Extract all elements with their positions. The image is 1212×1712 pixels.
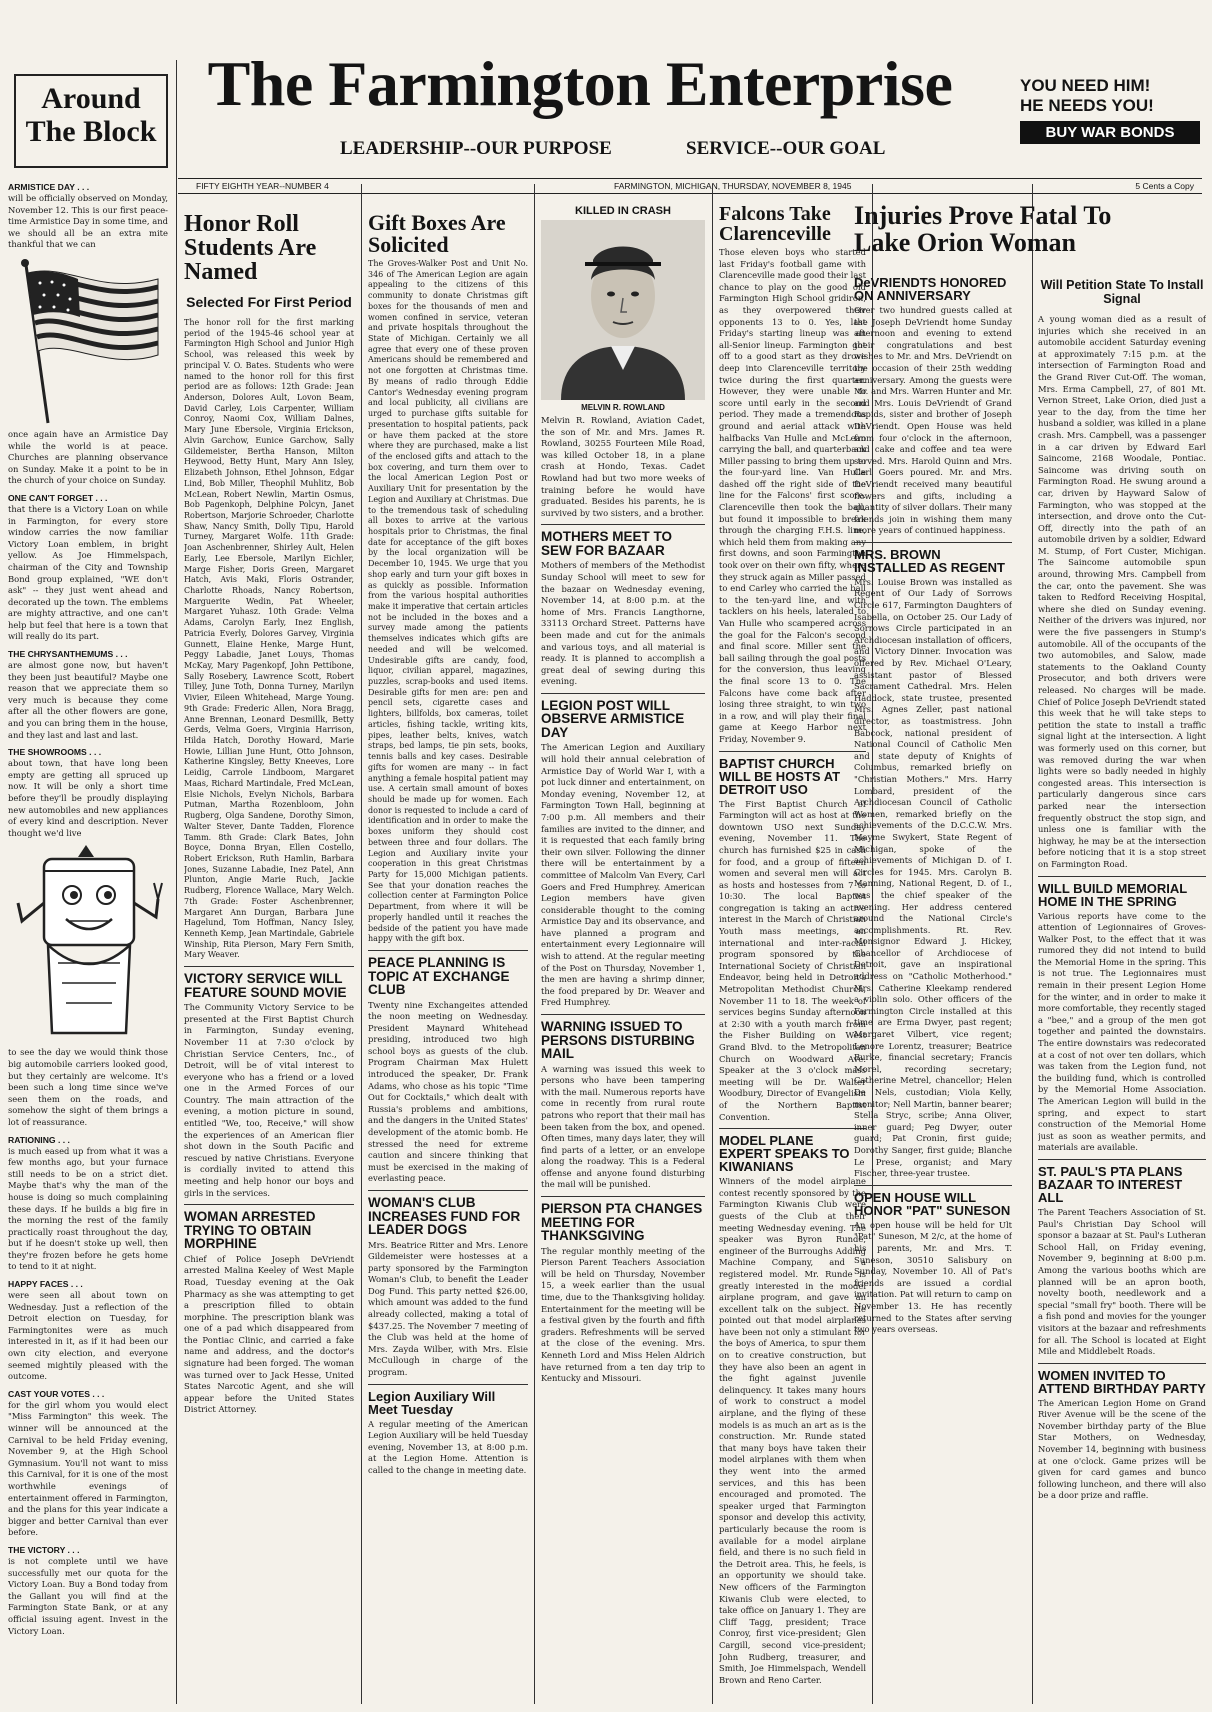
falcons-headline: Falcons Take Clarenceville xyxy=(719,204,831,245)
killed-headline: KILLED IN CRASH xyxy=(575,206,671,217)
divider xyxy=(1038,1159,1206,1160)
st-pauls-text: The Parent Teachers Association of St. Paul's Christian Day School will sponsor a bazaar at St. Paul's Lutheran School Hall, on Friday evening, November 9, beginning at 8:00 p.m. Among the various booths which are planned will be an apron booth, novelty booth, needlework and a special "small fry" booth. There will be a fish pond and movies for the younger visitors at the bazaar and refreshments for all. The School is located at Eight Mile and Middlebelt Roads. xyxy=(1038,1206,1206,1357)
falcons-text: Those eleven boys who started last Friday's football game with Clarenceville made good their last chance to play on the good old Farmington High School gridiron, as they overpowered their opponents 13 to 0. Yes, last Friday's starting lineup was an all-Senior lineup. Farmington got off to a good start as they drove deep into Clarenceville territory twice during the first quarter. However, they were unable to score until early in the second period. They made a tremendous ground and aerial attack with halfbacks Van Hulle and McLean carrying the ball, and quarterback Miller passing to bring them up to the four-yard line. Van Hulle dashed off the right side of the line for the Falcons' first score. Clarenceville then took the ball, but found it impossible to break through the charging F.H.S. line, which held them from making any first downs, and soon Farmington took over on their own fifty, where they struck again as Miller passed to end Carley who carried the ball to the ten-yard line, and with tacklers on his heels, lateraled to Van Hulle who scampered across the goal for the Falcon's second and final score. Miller sent the ball sailing through the goal posts for the conversion, thus leaving the final score 13 to 0. The Falcons have come back after losing three straight, to win two in a row, and will play their final game at Keego Harbor next Friday, November 9. xyxy=(719,247,866,744)
rationing-label: RATIONING . . . xyxy=(8,1134,70,1145)
gift-boxes-text: The Groves-Walker Post and Unit No. 346 of The American Legion are again appealing to the citizens of this community to donate Christmas gift boxes for the thousands of men and women confined in service, veteran and private hospitals throughout the State of Michigan. Certainly we all agree that every one of these proven Americans should be remembered and not one forgotten at Christmas time. By means of radio through Eddie Cantor's Wednesday evening program and local publicity, all civilians are urged to purchase gifts suitable for presentation to hospital patients, pack or have them packed at the store where they are purchased, make a list of the enclosed gifts and attach to the box covering, and turn them over to the local American Legion Post or Auxiliary Unit for presentation by the Legion and Auxiliary at Christmas. Due to the tremendous task of scheduling all boxes to arrive at the various hospitals prior to Christmas, the final date for acceptance of the gift boxes by the local organization will be December 10, 1945. We urge that you shop early and turn your gift boxes in as quickly as possible. Information from the various hospital authorities make it imperative that certain articles not be included in the boxes and a survey made among the patients themselves indicates which gifts are needed and will be welcomed. Undesirable gifts are candy, food, liquor, civilian apparel, magazines, puzzles, scrap-books and used items. Desirable gifts for men are: pen and pencil sets, cigarette cases and lighters, billfolds, box cameras, toilet articles, fishing tackle, writing kits, pipes, leather belts, knives, watch straps, bed lamps, tie pin sets, books, tennis balls and key cases. Desirable gifts for women are many -- in fact anything a female hospital patient may use. A certain small amount of boxes should be made up for women. Each donor is requested to include a card of identification and in order to make the boxes uniform they should cost between three and four dollars. The Legion and Auxiliary invite your cooperation in this great Christmas Party for 15,000 Michigan patients. See that your donation reaches the collection center at Farmington Police Department, from where it will be properly handled until it reaches the bedside of the patient you have made happy with the gift box. xyxy=(368,259,528,944)
open-house-text: An open house will be held for Ult "Pat" Suneson, M 2/c, at the home of his parents, Mr. and Mrs. T. Suneson, 30510 Salisbury on Sunday, November 10. All of Pat's friends are issued a cordial invitation. Pat will return to camp on November 13. He has recently returned to the States after serving two years overseas. xyxy=(854,1219,1012,1335)
divider xyxy=(368,950,528,951)
mothers-text: Mothers of members of the Methodist Sunday School will meet to sew for the bazaar on Wednesday evening, November 14, at 8:00 p.m. at the home of Mrs. Francis Langthorne, 33113 Orchard Street. Patterns have been made and cut for the animals and various toys, and all material is ready. It is planned to accomplish a great deal of sewing during this evening. xyxy=(541,560,705,687)
divider xyxy=(541,693,705,694)
pierson-headline: PIERSON PTA CHANGES MEETING FOR THANKSGIVING xyxy=(541,1201,703,1244)
divider xyxy=(368,1384,528,1385)
victory-text: is not complete until we have successfully met our quota for the Victory Loan. Buy a Bond today from the Gallant you will find at the Farmington State Bank, or at any official issuing agent. Invest in the Victory Loan. xyxy=(8,1555,168,1636)
column-rule xyxy=(361,184,362,1704)
legion-post-headline: LEGION POST WILL OBSERVE ARMISTICE DAY xyxy=(541,697,685,740)
rationing-text: is much eased up from what it was a few months ago, but your furnace still needs to be on a strict diet. Maybe that's why the man of the house is doing so much complaining these days. If he builds a big fire in the morning the rest of the family practically roast throughout the day, but if he doesn't stoke up well, then they're frozen before he gets home to tend to it at night. xyxy=(8,1145,168,1272)
open-house-headline: OPEN HOUSE WILL HONOR "PAT" SUNESON xyxy=(854,1189,1011,1218)
divider xyxy=(854,1185,1012,1186)
chrys-text: are almost gone now, but haven't they been just beautiful? Maybe one reason that we appreciate them so very much is because they come after all the other flowers are gone, and you can bring them in the house, and they last and last and last. xyxy=(8,660,168,740)
divider xyxy=(541,524,705,525)
gift-boxes-headline: Gift Boxes Are Solicited xyxy=(368,212,506,257)
ad-line-3: BUY WAR BONDS xyxy=(1020,121,1200,144)
volume-number: FIFTY EIGHTH YEAR--NUMBER 4 xyxy=(196,181,329,191)
injuries-text: A young woman died as a result of injuries which she received in an automobile accident Saturday evening at approximately 7:15 p.m. at the intersection of Farmington Road and the Grand River Cut-Off. The woman, Mrs. Erma Campbell, 27, of 801 Mt. Vernon Street, Lake Orion, died just a year to the day, from the time her husband a soldier, was killed in a plane crash. Mrs. Campbell, was a passenger in a car driven by Edward Earl Saincome, 2168 Woodale, Pontiac. Saincome was driving south on Farmington Road. He swung around a car, driven by Hayward Salow of Farmington, who was stopped at the intersection, and drove onto the Cut-Off, directly into the path of an automobile driven by a soldier, Edward M. Stump, of Fort Custer, Michigan. The Saincome automobile spun around, throwing Mrs. Campbell from the car, onto the pavement. She was taken to Redford Receiving Hospital, where she died on Sunday evening. Neither of the drivers was injured, nor were the five passengers in Stump's automobile. All of the occupants of the two automobiles, and Salow, made statements to the Oakland County Prosecutor, and both drivers were released. No charges will be made. Chief of Police Joseph DeVriendt stated this week that he will take steps to petition the state to install a traffic signal light at the intersection. A light was formerly used on this corner, but was removed during the war when lights were so badly needed in highly congested areas. This intersection is particularly dangerous since cars parked near the intersection frequently obstruct the stop sign, and unless one is familiar with the highway, he may be at the intersection before noticing that it is a stop street on Farmington Road. xyxy=(1038,314,1206,869)
around-the-block-column xyxy=(8,176,168,1704)
divider xyxy=(184,966,354,967)
divider xyxy=(541,1196,705,1197)
forget-text: that there is a Victory Loan on while in Farmington, for every store window carries the now familiar Victory Loan emblem, in bright yellow. As Joe Himmelspach, chairman of the City and Township Bond group explained, "WE don't ask" -- they just went ahead and decorated up the town. The emblems are mighty attractive, and one can't help but feel that here is a town that will really do its part. xyxy=(8,503,168,642)
baptist-text: The First Baptist Church of Farmington will act as host at the downtown USO next Sunday evening, November 11. The church has furnished $25 in cash for food, and a group of fifteen women and several men will act as hosts and hostesses from 7 to 10:30. The local Baptist congregation is taking an active interest in the March of Christian Youth mass meetings, an international and inter-racial program sponsored by the International Society of Christian Endeavor, being held in Detroit's Metropolitan Methodist Church, November 11 to 18. The week of services begins Sunday afternoon at 2:30 with a youth march from the Fisher Building on West Grand Blvd. to the Metropolitan Church on Woodward Ave. Speaker at the 3 o'clock mass meeting will be Dr. Walter Woodbury, Director of Evangelism of the Northern Baptist Convention. xyxy=(719,798,866,1122)
portrait-caption: MELVIN R. ROWLAND xyxy=(581,403,665,412)
mrs-brown-text: Mrs. Louise Brown was installed as Regent of Our Lady of Sorrows Circle 617, Farmington Daughters of Isabella, on October 25. Our Lady of Sorrows Circle participated in an Archdiocesan installation of officers, and Victory Dinner. Invocation was offered by Rev. Michael O'Leary, assistant pastor of Blessed Sacrament Cathedral. Mrs. Helen Haddock, state trustee, presented Mrs. Agnes Zeller, past national director, as toastmistress. John Babcock, national president of National Council of Catholic Men and state deputy of Knights of Columbus, remarked briefly on "Christian Mothers." Mrs. Harry Lombard, president of the Archdiocesan Council of Catholic Women, remarked briefly on the achievements of the D.C.C.W. Mrs. Mayme Swykert, State Regent of Michigan, spoke of the achievements of Michigan D. of I. Circles for 1945. Mrs. Carolyn B. Manning, National Regent, D. of I., was the chief speaker of the evening. Her address centered around the National Circle's accomplishments. Rt. Rev. Monsignor Edward J. Hickey, Chancellor of Archdiocese of Detroit, gave an inspirational address on "Catholic Motherhood." Mrs. Catherine Kleekamp rendered a violin solo. Other officers of the Farmington Circle installed at this time are Erma Dwyer, past regent; Margaret Vilbert, vice regent; Lenore Lorentz, treasurer; Beatrice Burke, financial secretary; Francis Morel, recording secretary; Catherine Metrel, chancellor; Helen De Nels, custodian; Viola Kelly, monitor; Nell Martin, banner bearer; Stella Stryc, scribe; Anna Oliver, inner guard; Peg Dwyer, outer guard; Pat Cronin, first guide; Dorothy Sanger, first guide; Blanche Le Prese, organist; and Mary Fischer, three-year trustee. xyxy=(854,576,1012,1179)
armistice-cont: once again have an Armistice Day while the world is at peace. Churches are planning observance on Sunday. Make it a point to be in the church of your choice on Sunday. xyxy=(8,428,168,486)
memorial-text: Various reports have come to the attention of Legionnaires of Groves-Walker Post, to the effect that it was rumored they did not intend to build the Memorial Home in the spring. This is not true. The Legionnaires must remain in their present Legion Home for the winter, and in order to make it more comfortable, they recently staged a "bee," and a group of the men got together and painted the downstairs. The entire downstairs was redecorated at a cost of not over ten dollars, which was taken from the Legion fund, not the building fund, which is controlled by the Memorial Home Association. The American Legion will build in the spring, and expect to start construction of the Memorial Home just as soon as weather permits, and materials are available. xyxy=(1038,910,1206,1153)
around-title-2: The Block xyxy=(25,115,157,148)
divider xyxy=(719,1128,866,1129)
slogan-left: LEADERSHIP--OUR PURPOSE xyxy=(340,138,612,159)
armistice-text: will be officially observed on Monday, November 12. This is our first peace-time Armistice Day in some time, and we should all be an extra mite thankful that we can xyxy=(8,193,168,250)
warning-text: A warning was issued this week to persons who have been tampering with the mail. Numerous reports have come in recently from rural route patrons who report that their mail has been taken from the box, and opened. Often times, many days later, they will find parts of a letter, or an envelope along the roadway. This is a Federal offense and anyone found disturbing the mail will be punished. xyxy=(541,1063,705,1190)
column-2 xyxy=(184,212,354,1704)
around-the-block-box xyxy=(14,74,168,168)
votes-label: CAST YOUR VOTES . . . xyxy=(8,1388,105,1399)
devriendts-text: Over two hundred guests called at the Joseph DeVriendt home Sunday afternoon and evening to extend their congratulations and best wishes to Mr. and Mrs. DeVriendt on the occasion of their 25th wedding anniversary. Among the guests were Mr. and Mrs. Warren Hunter and Mr. and Mrs. Louis DeVriendt of Grand Rapids, sister and brother of Joseph DeVriendt. Open House was held from four o'clock in the afternoon, and cake and coffee and tea were served. Mrs. Harold Quinn and Mrs. Carl Goers poured. Mr. and Mrs. DeVriendt received many beautiful flowers and gifts, including a quantity of silver dollars. Their many friends join in wishing them many more years of continued happiness. xyxy=(854,305,1012,536)
american-flag-illustration xyxy=(8,255,168,425)
column-5 xyxy=(719,204,866,1704)
showrooms-text: about town, that have long been empty are getting all spruced up now. It will be only a short time before they'll be proudly displaying new automobiles and new appliances of every kind and description. Never thought we'd live xyxy=(8,758,168,838)
st-pauls-headline: ST. PAUL'S PTA PLANS BAZAAR TO INTEREST ALL xyxy=(1038,1163,1183,1205)
woman-arrested-headline: WOMAN ARRESTED TRYING TO OBTAIN MORPHINE xyxy=(184,1209,316,1252)
killed-text: Melvin R. Rowland, Aviation Cadet, the son of Mr. and Mrs. James R. Rowland, 30255 Fourteen Mile Road, was killed October 18, in a plane crash at Hondo, Texas. Cadet Rowland had but two more weeks of training before he would have graduated. Besides his parents, he is survived by two sisters, and a brother. xyxy=(541,415,705,518)
column-rule xyxy=(1032,184,1033,1704)
divider xyxy=(1038,876,1206,877)
divider xyxy=(184,1204,354,1205)
masthead-title: The Farmington Enterprise xyxy=(207,48,953,119)
happy-text: were seen all about town on Wednesday. Just a reflection of the Detroit election on Tuesday, for Farmingtonites were as much interested in it, as if it had been our own city election, and everyone seemed mightily pleased with the outcome. xyxy=(8,1290,168,1382)
column-3 xyxy=(368,212,528,1704)
around-title-1: Around xyxy=(41,82,141,115)
forget-label: ONE CAN'T FORGET . . . xyxy=(8,492,108,503)
victory-service-text: The Community Victory Service to be presented at the First Baptist Church in Farmington, Sunday evening, November 11 at 7:30 o'clock by Christian Service Centers, Inc., of Detroit, will be of vital interest to everyone who has a friend or a loved one in the Armed Forces of our Country. The main attraction of the evening, a motion picture in sound, entitled "We, too, Receive," will show the experiences of an American flier shot down in the South Pacific and rescued by native Christians. Everyone is cordially invited to attend this meeting and help honor our boys and girls in the services. xyxy=(184,1002,354,1198)
showrooms-label: THE SHOWROOMS . . . xyxy=(8,747,102,758)
divider xyxy=(368,1190,528,1191)
peace-planning-headline: PEACE PLANNING IS TOPIC AT EXCHANGE CLUB xyxy=(368,955,510,997)
column-rule xyxy=(176,60,177,1704)
injuries-subhead: Will Petition State To Install Signal xyxy=(1040,278,1204,306)
injuries-headline: Injuries Prove Fatal To Lake Orion Woman xyxy=(854,201,1112,258)
mrs-brown-headline: MRS. BROWN INSTALLED AS REGENT xyxy=(854,546,1005,575)
honor-roll-text: The honor roll for the first marking period of the 1945-46 school year at Farmington High School and Junior High School, was released this week by principal V. O. Bates. Students who were named to the honor roll for this first period are as follows: 12th Grade: Jean Anderson, Dolores Ault, Lovon Beam, David Carley, Lois Carpenter, William Conroy, Naomi Cox, William Dalnes, Mary June Ebersole, Virginia Erickson, Alvin Garchow, Eunice Garchow, Sally Gildemeister, Bertha Hanson, Milton Heywood, Betty Hunt, Mary Ann Isley, Elizabeth Johnson, Ethel Johnson, Edgar Lind, Bob Miller, Theophil Muhlitz, Bob McLean, Robert Newlin, Martin Osmus, Bob Pagenkoph, Delphine Polcyn, Janet Robertson, Marjorie Schroeder, Charlotte Shaw, Nancy Smith, Dolly Tipu, Harold Turney, Margaret Wolfe. 11th Grade: Joan Aschenbrenner, Shirley Ault, Helen Early, Lee Ebersole, Marilyn Eichler, Marge Fisher, Doris Green, Margaret Hatch, Avis Maki, Floris Ostrander, Charlotte Rhoads, Nancy Robertson, Marguerite Wedin, Pat Wheeler, Margaret Yuhasz. 10th Grade: Velma Adams, Carolyn Early, Inez English, Patricia Everly, Dolores Garvey, Virginia Gunnett, Elaine Henke, Marge Hunt, Peggy Labadie, Janet Louys, Thomas McKay, Mary Pagenkopf, John Pettibone, Sally Rosebery, Lawrence Scott, Robert Tilley, June Toth, Donna Turney, Marilyn Vivier, Eileen Whitehead, Marge Young. 9th Grade: Frederic Allen, Nora Bragg, Anne Brennan, Leonard Desmillk, Betty Gerds, Velma Goers, Virginia Harrison, Hilda Hatch, Dorothy Howard, Marie Howie, Lillian June Hunt, Otto Johnson, Katherine Kingsley, Betty Kneeves, Lore Leidig, Carrole Lindboom, Margaret Maas, Richard Martindale, Fred McLean, Elsie Nichols, Evelyn Nichols, Barbara Putman, Martha Rozenbloom, John Rugberg, Olga Sandene, Dorothy Simon, Walter Stever, Dante Tadden, Florence Tamm. 8th Grade: Clark Bates, John Boyce, Donna Bryan, Ellen Costello, Robert Erickson, Ruth Hamlin, Barbara Jones, Suzanne Labadie, Inez Patel, Ann Plunton, Angie Marie Ruch, Jackie Rudberg, Florence Wallace, Mary Welch. 7th Grade: Foster Aschenbrenner, Margaret Ann Durgan, Barbara June Hagelund, Tom Hoffman, Nancy Isley, Kenneth Kemp, Jean Martindale, Gabriele Winship, Rita Pierson, Mary Fern Smith, Mary Weaver. xyxy=(184,318,354,960)
column-4 xyxy=(541,206,705,1704)
votes-text: for the girl whom you would elect "Miss Farmington" this week. The winner will be announced at the Carnival to be held Friday evening, November 9, at the High School Gymnasium. You'll not want to miss this Carnival, for it is one of the most worthwhile evenings of entertainment offered in Farmington, and the plans for this year indicate a bigger and better Carnival than ever before. xyxy=(8,1399,168,1538)
column-rule xyxy=(712,184,713,1704)
dateline-bar xyxy=(178,178,1202,194)
pierson-text: The regular monthly meeting of the Pierson Parent Teachers Association will be held on Thursday, November 15, a week earlier than the usual time, due to the Thanksgiving holiday. Entertainment for the meeting will be a festival given by the fourth and fifth graders. Refreshments will be served at the close of the evening. Mrs. Kenneth Lord and Miss Helen Aldrich have returned from a ten day trip to Kentucky and Missouri. xyxy=(541,1245,705,1384)
showrooms-cont: to see the day we would think those big automobile carriers looked good, but they certainly are welcome. It's been such a long time since we've seen them on the roads, and somehow the sight of them brings a lot of reassurance. xyxy=(8,1047,168,1127)
place-date: FARMINGTON, MICHIGAN, THURSDAY, NOVEMBER 8, 1945 xyxy=(614,181,852,191)
divider xyxy=(854,542,1012,543)
divider xyxy=(541,1014,705,1015)
armistice-label: ARMISTICE DAY . . . xyxy=(8,182,90,192)
warning-headline: WARNING ISSUED TO PERSONS DISTURBING MAIL xyxy=(541,1019,695,1062)
war-bonds-ad xyxy=(1020,76,1200,166)
slogan-right: SERVICE--OUR GOAL xyxy=(686,138,886,159)
honor-roll-subhead: Selected For First Period xyxy=(186,294,352,310)
mothers-headline: MOTHERS MEET TO SEW FOR BAZAAR xyxy=(541,529,673,558)
happy-label: HAPPY FACES . . . xyxy=(8,1279,83,1290)
baptist-headline: BAPTIST CHURCH WILL BE HOSTS AT DETROIT USO xyxy=(719,755,841,797)
women-invited-text: The American Legion Home on Grand River Avenue will be the scene of the November birthday party of the Blue Star Mothers, on Wednesday, November 14, beginning with business at one o'clock. Game prizes will be given for card games and bunco following luncheon, and there will also be a door prize and raffle. xyxy=(1038,1397,1206,1501)
devriendts-headline: DeVRIENDTS HONORED ON ANNIVERSARY xyxy=(854,276,1007,303)
column-7 xyxy=(1038,276,1206,1704)
ad-line-1: YOU NEED HIM! xyxy=(1020,76,1151,95)
divider xyxy=(1038,1363,1206,1364)
womans-club-text: Mrs. Beatrice Ritter and Mrs. Lenore Gildemeister were hostesses at a party sponsored by the Farmington Woman's Club, to benefit the Leader Dog Fund. This party netted $26.00, which amount was added to the fund already collected, making a total of $437.25. The November 7 meeting of the Club was held at the home of Mrs. Zayda Wilber, with Mrs. Elsie McCullough in charge of the program. xyxy=(368,1239,528,1378)
memorial-headline: WILL BUILD MEMORIAL HOME IN THE SPRING xyxy=(1038,880,1188,909)
victory-label: THE VICTORY . . . xyxy=(8,1544,80,1555)
ad-line-2: HE NEEDS YOU! xyxy=(1020,96,1154,116)
honor-roll-headline: Honor Roll Students Are Named xyxy=(184,212,317,285)
divider xyxy=(719,751,866,752)
cartoon-mascot-illustration xyxy=(8,843,168,1043)
woman-arrested-text: Chief of Police Joseph DeVriendt arrested Malina Keeley of West Maple Road, Tuesday evening at the Oak Pharmacy as she was attempting to get a prescription filled to obtain morphine. The prescription blank was one of a pad which disappeared from the Pontiac Clinic, and carried a fake name and address, and the doctor's signature had been forged. The woman was turned over to Jack Hesse, United States Narcotic Agent, and she will appear before the United States District Attorney. xyxy=(184,1253,354,1415)
model-plane-headline: MODEL PLANE EXPERT SPEAKS TO KIWANIANS xyxy=(719,1133,850,1175)
portrait-photo xyxy=(541,220,705,400)
legion-post-text: The American Legion and Auxiliary will hold their annual celebration of Armistice Day of World War I, with a pot luck dinner and entertainment, on Monday evening, November 12, at Farmington Town Hall, beginning at 7:00 p.m. All members and their families are invited to the dinner, and it is requested that each family bring their own silver. Following the dinner there will be entertainment by a committee of Malcolm Van Every, Carl Goers and Fred Humphrey. American Legion members have given considerable thought to the coming Armistice Day and its observance, and have planned a program and entertainment every Legionnaire will wish to attend. At the regular meeting of the Post on Thursday, November 1, the men are having a shrimp dinner, the food prepared by Dr. Weaver and Fred Humphrey. xyxy=(541,742,705,1008)
peace-planning-text: Twenty nine Exchangeites attended the noon meeting on Wednesday. President Maynard Whitehead presiding, introduced two high school boys as guests of the club. Program Chairman Max Hulett introduced the speaker, Dr. Frank Adams, who chose as his topic "Time Out for Cocktails," which dealt with Russia's problems and ambitions, and the dangers in the United States' development of the atomic bomb. He stressed the need for extreme caution and sincere thinking that must be exercised in the making of everlasting peace. xyxy=(368,999,528,1184)
column-rule xyxy=(534,184,535,1704)
women-invited-headline: WOMEN INVITED TO ATTEND BIRTHDAY PARTY xyxy=(1038,1367,1206,1396)
legion-aux-headline: Legion Auxiliary Will Meet Tuesday xyxy=(368,1388,496,1417)
victory-service-headline: VICTORY SERVICE WILL FEATURE SOUND MOVIE xyxy=(184,971,347,1000)
column-6 xyxy=(854,276,1012,1704)
price: 5 Cents a Copy xyxy=(1135,181,1194,191)
model-plane-text: Winners of the model airplane contest recently sponsored by the Farmington Kiwanis Club were guests of the Club at their meeting Wednesday evening. The speaker was Byron Runde, engineer of the Burroughs Adding Machine Company, and a registered model. Mr. Runde is greatly interested in the model airplane program, and gave an excellent talk on the subject. He pointed out that model airplanes have been not only a stimulant for the boys of America, to spur them on to creative construction, but they have also been an agent in the fight against juvenile delinquency. It takes many hours of work to construct a model airplane, and the flying of these models is as much an art as is the construction. Mr. Runde stated that many boys have taken their model airplanes with them when they went into the armed services, and this has been encouraged and promoted. The speaker urged that Farmington sponsor and develop this activity, particularly because the room is available for a model airplane field, and there is no such field in the Detroit area. This, he feels, is an opportunity we should take. New officers of the Farmington Kiwanis Club were elected, to take office on January 1. They are Cliff Tagg, president; Trace Conroy, first vice-president; Glen Cargill, second vice-president; John Rudberg, treasurer, and Smith, Joe Himmelspach, Wendell Brown and Reno Carter. xyxy=(719,1176,866,1685)
womans-club-headline: WOMAN'S CLUB INCREASES FUND FOR LEADER DOGS xyxy=(368,1195,521,1237)
legion-aux-text: A regular meeting of the American Legion Auxiliary will be held Tuesday evening, November 13, at 8:00 p.m. at the Legion Home. Attention is called to the change in meeting date. xyxy=(368,1418,528,1475)
chrys-label: THE CHRYSANTHEMUMS . . . xyxy=(8,649,128,660)
